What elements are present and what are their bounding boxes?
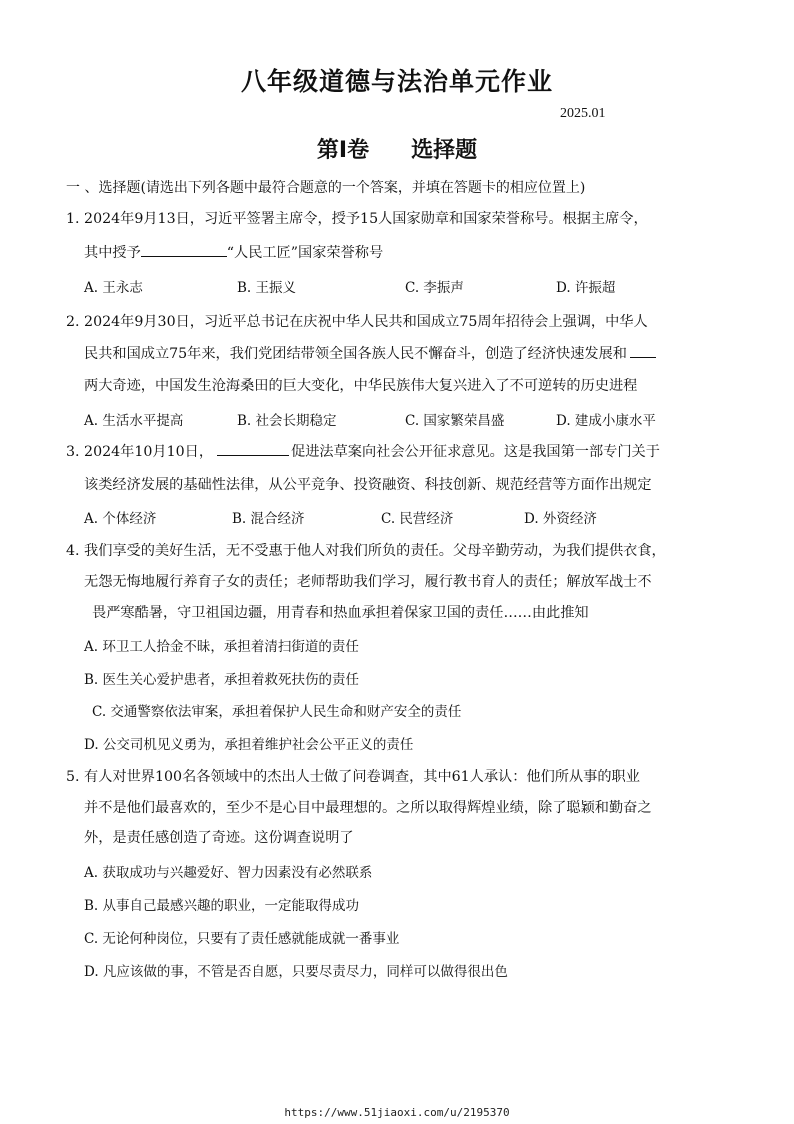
q2-line-2-text: 民共和国成立75年来，我们党团结带领全国各族人民不懈奋斗，创造了经济快速发展和: [84, 346, 627, 362]
q5-option-d: D. 凡应该做的事，不管是否自愿，只要尽责尽力，同样可以做得很出色: [84, 964, 508, 980]
q4-option-c: C. 交通警察依法审案，承担着保护人民生命和财产安全的责任: [92, 704, 462, 720]
q1-option-d: D. 许振超: [556, 280, 616, 296]
q5-line-3: 外，是责任感创造了奇迹。这份调查说明了: [84, 830, 354, 846]
q1-line-2-end: “人民工匠”国家荣誉称号: [226, 245, 384, 261]
q2-option-a: A. 生活水平提高: [84, 413, 184, 429]
q5-line-2: 并不是他们最喜欢的，至少不是心目中最理想的。之所以取得辉煌业绩，除了聪颖和勤奋之: [84, 800, 652, 816]
instructions: 一 、选择题(请选出下列各题中最符合题意的一个答案，并填在答题卡的相应位置上): [66, 180, 586, 196]
q1-option-c: C. 李振声: [405, 280, 464, 296]
q5-option-a: A. 获取成功与兴趣爱好、智力因素没有必然联系: [84, 865, 373, 881]
section-heading: [0, 133, 794, 164]
exam-date: 2025.01: [560, 106, 606, 121]
q1-line-2-start: 其中授予: [84, 245, 141, 261]
q2-line-1: 2. 2024年9月30日，习近平总书记在庆祝中华人民共和国成立75周年招待会上强调，中华人: [66, 314, 648, 330]
answer-blank: [141, 244, 227, 257]
q2-option-c: C. 国家繁荣昌盛: [405, 413, 505, 429]
q2-line-2: [84, 343, 656, 363]
footer-url: https://www.51jiaoxi.com/u/2195370: [284, 1106, 510, 1119]
q5-option-b: B. 从事自己最感兴趣的职业，一定能取得成功: [84, 898, 360, 914]
section-label: 第I卷: [316, 138, 370, 163]
q2-line-3: 两大奇迹，中国发生沧海桑田的巨大变化，中华民族伟大复兴进入了不可逆转的历史进程: [84, 378, 638, 394]
q2-option-b: B. 社会长期稳定: [237, 413, 337, 429]
q4-line-3: 畏严寒酷暑，守卫祖国边疆，用青春和热血承担着保家卫国的责任……由此推知: [92, 605, 589, 621]
q5-option-c: C. 无论何种岗位，只要有了责任感就能成就一番事业: [84, 931, 400, 947]
q4-option-b: B. 医生关心爱护患者，承担着救死扶伤的责任: [84, 672, 360, 688]
q1-line-2: [84, 242, 383, 262]
q3-line-2: 该类经济发展的基础性法律，从公平竞争、投资融资、科技创新、规范经营等方面作出规定: [84, 477, 652, 493]
q3-option-c: C. 民营经济: [381, 511, 454, 527]
answer-blank: [217, 443, 289, 456]
q4-option-a: A. 环卫工人拾金不昧，承担着清扫街道的责任: [84, 639, 359, 655]
answer-blank: [630, 345, 656, 358]
q5-line-1: 5. 有人对世界100名各领域中的杰出人士做了问卷调查，其中61人承认：他们所从事的职业: [66, 769, 640, 785]
q3-option-a: A. 个体经济: [84, 511, 157, 527]
section-name: 选择题: [411, 138, 478, 163]
q3-option-d: D. 外资经济: [524, 511, 597, 527]
q2-option-d: D. 建成小康水平: [556, 413, 656, 429]
q3-line-1-start: 3. 2024年10月10日，: [66, 444, 214, 460]
q3-option-b: B. 混合经济: [232, 511, 305, 527]
q1-line-1: 1. 2024年9月13日，习近平签署主席令，授予15人国家勋章和国家荣誉称号。根据主席令，: [66, 211, 648, 227]
q1-option-a: A. 王永志: [84, 280, 143, 296]
q4-line-2: 无怨无悔地履行养育子女的责任；老师帮助我们学习，履行教书育人的责任；解放军战士不: [84, 574, 652, 590]
q4-line-1: 4. 我们享受的美好生活，无不受惠于他人对我们所负的责任。父母辛勤劳动，为我们提供衣食，: [66, 543, 666, 559]
q3-line-1-end: 促进法草案向社会公开征求意见。这是我国第一部专门关于: [291, 444, 660, 460]
q4-option-d: D. 公交司机见义勇为，承担着维护社会公平正义的责任: [84, 737, 414, 753]
page-title: 八年级道德与法治单元作业: [240, 67, 553, 96]
q1-option-b: B. 王振义: [237, 280, 297, 296]
q3-line-1: [66, 441, 660, 461]
